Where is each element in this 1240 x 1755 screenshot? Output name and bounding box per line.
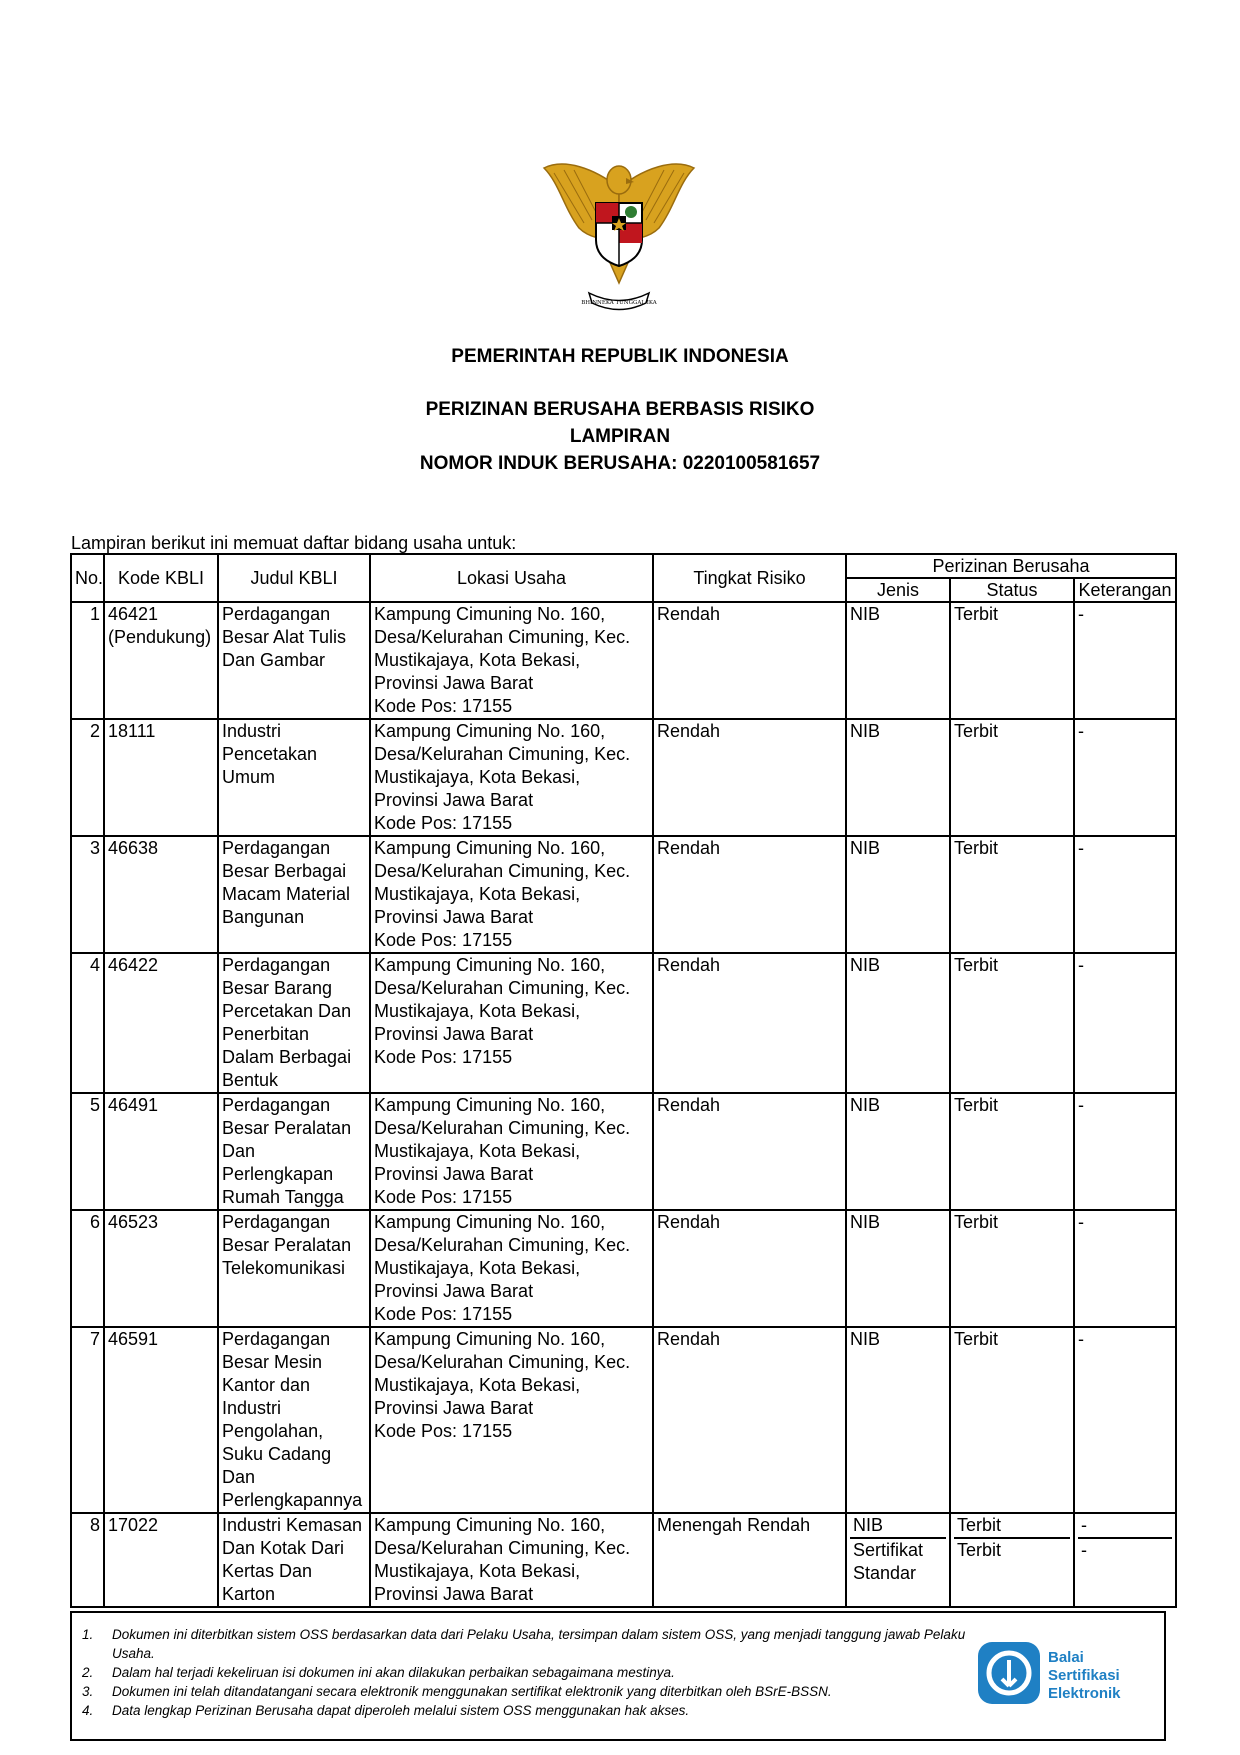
cell-jenis: NIB: [846, 1210, 950, 1327]
cell-jenis: NIB: [846, 1327, 950, 1513]
cell-no: 5: [71, 1093, 104, 1210]
table-row: [71, 1210, 1176, 1327]
cell-lokasi-usaha: Kampung Cimuning No. 160, Desa/Kelurahan Cimuning, Kec. Mustikajaya, Kota Bekasi, Provinsi Jawa Barat Kode Pos: 17155: [370, 1210, 653, 1327]
bsre-logo-line-3: Elektronik: [1048, 1685, 1121, 1702]
footer-note: [82, 1701, 982, 1720]
cell-no: 7: [71, 1327, 104, 1513]
cell-tingkat-risiko: Rendah: [653, 602, 846, 719]
cell-tingkat-risiko: Rendah: [653, 719, 846, 836]
cell-kode-kbli: 46591: [104, 1327, 218, 1513]
footer-notes-list: [82, 1625, 982, 1720]
cell-status: Terbit: [950, 836, 1074, 953]
bsre-logo-line-2: Sertifikasi: [1048, 1667, 1120, 1684]
cell-no: 4: [71, 953, 104, 1093]
garuda-emblem-icon: [534, 148, 704, 318]
table-row: [71, 953, 1176, 1093]
intro-text: Lampiran berikut ini memuat daftar bidang usaha untuk:: [71, 533, 517, 553]
cell-tingkat-risiko: Menengah Rendah: [653, 1513, 846, 1607]
cell-kode-kbli: 46422: [104, 953, 218, 1093]
header-perizinan-berusaha: Perizinan Berusaha: [846, 554, 1176, 578]
footer-note-text: Dokumen ini telah ditandatangani secara elektronik menggunakan sertifikat elektronik yang diterbitkan oleh BSrE-BSSN.: [112, 1684, 832, 1699]
cell-kode-kbli: 46421 (Pendukung): [104, 602, 218, 719]
footer-note-text: Dalam hal terjadi kekeliruan isi dokumen ini akan dilakukan perbaikan sebagaimana mestinya.: [112, 1665, 675, 1680]
cell-judul-kbli: Perdagangan Besar Berbagai Macam Material Bangunan: [218, 836, 370, 953]
cell-tingkat-risiko: Rendah: [653, 953, 846, 1093]
footer-note-number: 2.: [82, 1665, 94, 1680]
cell-status-entry: Terbit: [954, 1537, 1070, 1562]
cell-tingkat-risiko: Rendah: [653, 836, 846, 953]
cell-judul-kbli: Perdagangan Besar Peralatan Dan Perlengkapan Rumah Tangga: [218, 1093, 370, 1210]
cell-lokasi-usaha: Kampung Cimuning No. 160, Desa/Kelurahan Cimuning, Kec. Mustikajaya, Kota Bekasi, Provinsi Jawa Barat Kode Pos: 17155: [370, 1093, 653, 1210]
cell-kode-kbli: 46638: [104, 836, 218, 953]
table-row: [71, 602, 1176, 719]
cell-jenis: NIB: [846, 602, 950, 719]
document-title: PERIZINAN BERUSAHA BERBASIS RISIKO: [425, 399, 815, 420]
cell-kode-kbli: 46491: [104, 1093, 218, 1210]
footer-note-text: Dokumen ini diterbitkan sistem OSS berdasarkan data dari Pelaku Usaha, tersimpan dalam sistem OSS, yang menjadi tanggung jawab Pelaku Usaha.: [112, 1627, 966, 1661]
table-row: [71, 1327, 1176, 1513]
kbli-table: [70, 553, 1177, 1608]
bsre-logo-icon: [976, 1638, 1146, 1712]
cell-no: 3: [71, 836, 104, 953]
cell-judul-kbli: Industri Kemasan Dan Kotak Dari Kertas Dan Karton: [218, 1513, 370, 1607]
header-lokasi-usaha: Lokasi Usaha: [370, 554, 653, 602]
bsre-logo-line-1: Balai: [1048, 1649, 1084, 1666]
nib-number: NOMOR INDUK BERUSAHA: 0220100581657: [419, 453, 821, 474]
cell-jenis-entry: Sertifikat Standar: [850, 1537, 946, 1585]
cell-status: Terbit: [950, 719, 1074, 836]
footer-note-number: 3.: [82, 1684, 94, 1699]
cell-tingkat-risiko: Rendah: [653, 1327, 846, 1513]
cell-status: Terbit: [950, 1327, 1074, 1513]
cell-keterangan: -: [1074, 602, 1176, 719]
cell-judul-kbli: Perdagangan Besar Barang Percetakan Dan Penerbitan Dalam Berbagai Bentuk: [218, 953, 370, 1093]
header-tingkat-risiko: Tingkat Risiko: [653, 554, 846, 602]
cell-status-entry: Terbit: [957, 1515, 1002, 1535]
header-no: No.: [71, 554, 104, 602]
cell-no: 8: [71, 1513, 104, 1607]
footer-notes-box: [70, 1611, 1166, 1741]
cell-no: 1: [71, 602, 104, 719]
table-row: [71, 719, 1176, 836]
cell-status: Terbit: [950, 953, 1074, 1093]
cell-judul-kbli: Perdagangan Besar Mesin Kantor dan Industri Pengolahan, Suku Cadang Dan Perlengkapannya: [218, 1327, 370, 1513]
header-keterangan: Keterangan: [1074, 578, 1176, 602]
header-kode-kbli: Kode KBLI: [104, 554, 218, 602]
emblem-motto: BHINNEKA TUNGGAL IKA: [581, 300, 657, 306]
footer-note: [82, 1663, 982, 1682]
cell-keterangan: -: [1074, 953, 1176, 1093]
table-row: [71, 1093, 1176, 1210]
cell-tingkat-risiko: Rendah: [653, 1093, 846, 1210]
cell-kode-kbli: 46523: [104, 1210, 218, 1327]
cell-tingkat-risiko: Rendah: [653, 1210, 846, 1327]
cell-keterangan-entry: -: [1078, 1537, 1172, 1562]
cell-kode-kbli: 17022: [104, 1513, 218, 1607]
cell-keterangan: -: [1074, 1210, 1176, 1327]
cell-no: 6: [71, 1210, 104, 1327]
cell-status: [950, 1513, 1074, 1607]
header-judul-kbli: Judul KBLI: [218, 554, 370, 602]
cell-jenis: NIB: [846, 836, 950, 953]
footer-note-text: Data lengkap Perizinan Berusaha dapat diperoleh melalui sistem OSS menggunakan hak akses.: [112, 1703, 690, 1718]
cell-judul-kbli: Perdagangan Besar Alat Tulis Dan Gambar: [218, 602, 370, 719]
cell-keterangan: -: [1074, 719, 1176, 836]
cell-keterangan: -: [1074, 836, 1176, 953]
cell-jenis-entry: NIB: [853, 1515, 884, 1535]
cell-keterangan: [1074, 1513, 1176, 1607]
cell-judul-kbli: Industri Pencetakan Umum: [218, 719, 370, 836]
government-title: PEMERINTAH REPUBLIK INDONESIA: [451, 346, 789, 367]
cell-lokasi-usaha: Kampung Cimuning No. 160, Desa/Kelurahan Cimuning, Kec. Mustikajaya, Kota Bekasi, Provinsi Jawa Barat Kode Pos: 17155: [370, 953, 653, 1093]
cell-lokasi-usaha: Kampung Cimuning No. 160, Desa/Kelurahan Cimuning, Kec. Mustikajaya, Kota Bekasi, Provinsi Jawa Barat Kode Pos: 17155: [370, 719, 653, 836]
cell-jenis: NIB: [846, 1093, 950, 1210]
table-row: [71, 1513, 1176, 1607]
cell-status: Terbit: [950, 602, 1074, 719]
header-status: Status: [950, 578, 1074, 602]
cell-lokasi-usaha: Kampung Cimuning No. 160, Desa/Kelurahan Cimuning, Kec. Mustikajaya, Kota Bekasi, Provinsi Jawa Barat Kode Pos: 17155: [370, 836, 653, 953]
header-jenis: Jenis: [846, 578, 950, 602]
cell-lokasi-usaha: Kampung Cimuning No. 160, Desa/Kelurahan Cimuning, Kec. Mustikajaya, Kota Bekasi, Provinsi Jawa Barat Kode Pos: 17155: [370, 602, 653, 719]
cell-lokasi-usaha: Kampung Cimuning No. 160, Desa/Kelurahan Cimuning, Kec. Mustikajaya, Kota Bekasi, Provinsi Jawa Barat: [370, 1513, 653, 1607]
cell-kode-kbli: 18111: [104, 719, 218, 836]
cell-keterangan: -: [1074, 1093, 1176, 1210]
cell-status: Terbit: [950, 1210, 1074, 1327]
cell-jenis: [846, 1513, 950, 1607]
cell-keterangan-entry: -: [1081, 1515, 1087, 1535]
footer-note-number: 1.: [82, 1627, 94, 1642]
cell-jenis: NIB: [846, 953, 950, 1093]
cell-keterangan: -: [1074, 1327, 1176, 1513]
footer-note: [82, 1625, 982, 1663]
footer-note: [82, 1682, 982, 1701]
table-row: [71, 836, 1176, 953]
cell-judul-kbli: Perdagangan Besar Peralatan Telekomunikasi: [218, 1210, 370, 1327]
document-subtitle: LAMPIRAN: [569, 426, 671, 447]
cell-status: Terbit: [950, 1093, 1074, 1210]
cell-lokasi-usaha: Kampung Cimuning No. 160, Desa/Kelurahan Cimuning, Kec. Mustikajaya, Kota Bekasi, Provinsi Jawa Barat Kode Pos: 17155: [370, 1327, 653, 1513]
footer-note-number: 4.: [82, 1703, 94, 1718]
cell-no: 2: [71, 719, 104, 836]
cell-jenis: NIB: [846, 719, 950, 836]
